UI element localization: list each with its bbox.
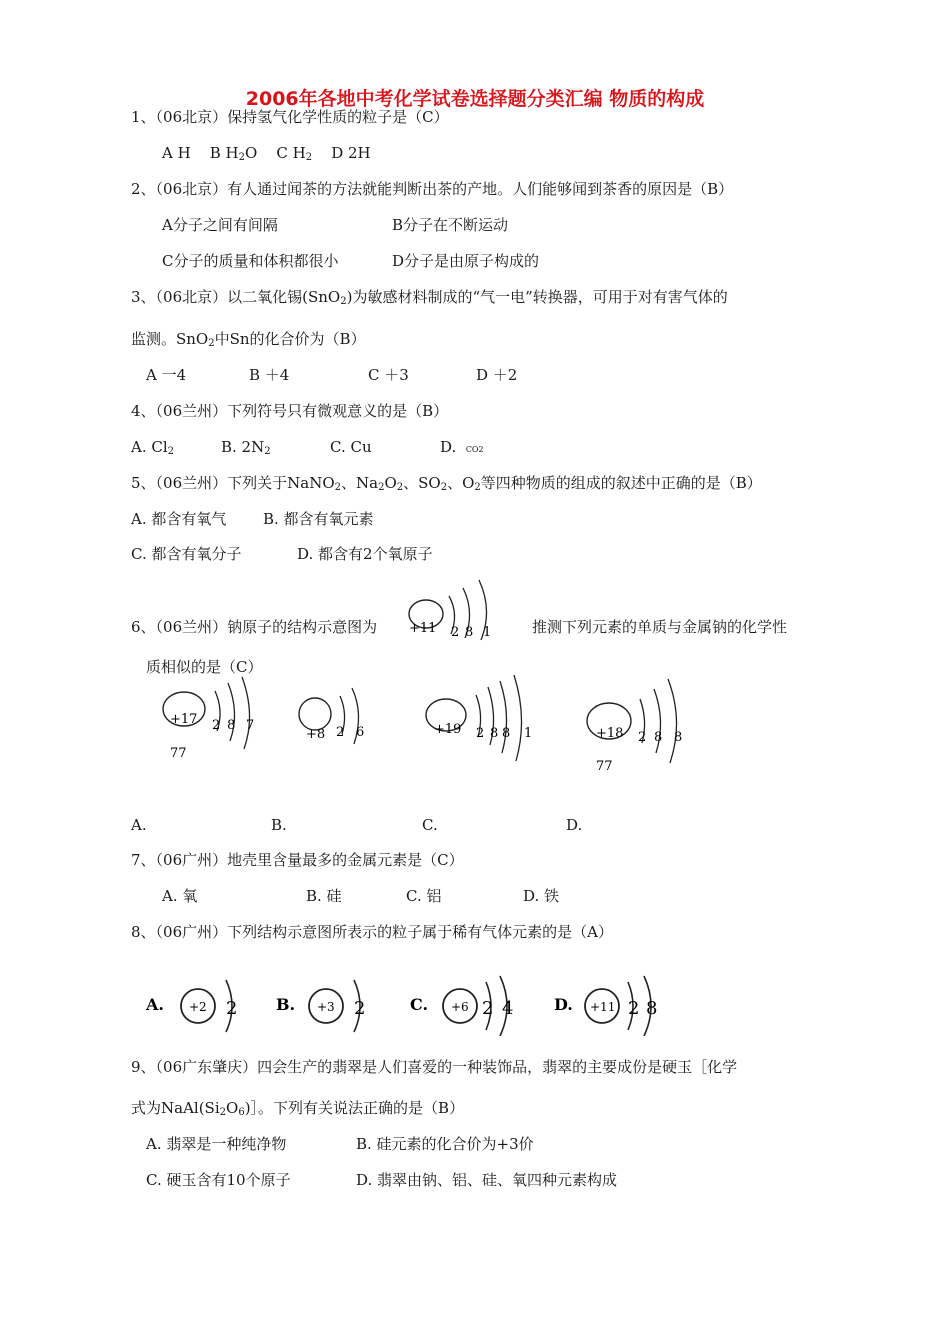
question-9-option-b: B. 硅元素的化合价为+3价 (356, 1135, 534, 1153)
shell-count: 2 (336, 725, 345, 740)
diagram-d (554, 976, 657, 1036)
question-3-option-b: B ＋4 (249, 366, 290, 384)
shell-count: 8 (646, 998, 658, 1019)
shell-count: 8 (674, 730, 683, 745)
question-6-stem-line2: 质相似的是（C） (146, 658, 263, 676)
nucleus-charge: +8 (306, 727, 326, 742)
shell-count: 8 (227, 718, 236, 733)
question-2-option-d: D分子是由原子构成的 (392, 252, 540, 270)
shell-count: 1 (483, 625, 492, 640)
nucleus-charge: +17 (170, 712, 198, 727)
diagram-label: A. (146, 995, 164, 1014)
nucleus-charge: +11 (409, 621, 437, 636)
question-7-option-d: D. 铁 (523, 887, 560, 905)
question-3-option-a: A 一4 (146, 366, 187, 384)
nucleus-charge: +2 (189, 1000, 207, 1014)
shell-count: 8 (465, 625, 474, 640)
shell-count: 2 (451, 625, 460, 640)
shell-count: 6 (356, 725, 365, 740)
question-7-option-b: B. 硅 (306, 887, 342, 905)
shell-count: 2 (476, 726, 485, 741)
question-2-option-c: C分子的质量和体积都很小 (162, 252, 339, 270)
sodium-structure-diagram (405, 574, 505, 642)
question-9-stem: 9、（06广东肇庆）四会生产的翡翠是人们喜爱的一种装饰品，翡翠的主要成份是硬玉［化学 (131, 1058, 738, 1076)
nucleus-charge: +19 (434, 722, 462, 737)
question-9-option-c: C. 硬玉含有10个原子 (146, 1171, 291, 1189)
question-5-option-c: C. 都含有氧分子 (131, 545, 242, 563)
question-7-option-a: A. 氧 (162, 887, 198, 905)
diagram-label: D. (554, 995, 573, 1014)
question-5-option-d: D. 都含有2个氧原子 (297, 545, 433, 563)
question-5-stem: 5、（06兰州）下列关于NaNO$_2$、$Na_2O_2$、$SO_2$、$O_2$等四种物质的组成的叙述中正确的是（B） (131, 474, 762, 493)
question-7-stem: 7、（06广州）地壳里含量最多的金属元素是（C） (131, 851, 464, 869)
question-4-option-a: A. $Cl_2$ (131, 438, 175, 457)
option-d-structure-diagram (584, 675, 704, 775)
diagram-extra-text: 77 (170, 746, 187, 761)
question-4-option-d: D. CO2 (440, 438, 484, 456)
question-5-option-b: B. 都含有氧元素 (263, 510, 374, 528)
question-6-stem-cont: 推测下列元素的单质与金属钠的化学性 (532, 618, 788, 636)
electron-shell-arc (500, 681, 507, 753)
question-6-stem: 6、（06兰州）钠原子的结构示意图为 (131, 618, 378, 636)
question-9-stem-line2: 式为$NaAl(Si_2O_6)]$。下列有关说法正确的是（B） (131, 1099, 465, 1118)
question-3-stem: 3、（06北京）以二氧化锡(SnO$_2$)为敏感材料制成的“气一电”转换器，可用于对有害气体的 (131, 288, 728, 307)
page-title: 2006年各地中考化学试卷选择题分类汇编 物质的构成 (245, 88, 705, 110)
question-3-option-c: C ＋3 (368, 366, 409, 384)
shell-count: 1 (524, 726, 533, 741)
question-4-stem: 4、（06兰州）下列符号只有微观意义的是（B） (131, 402, 449, 420)
diagram-b (276, 980, 365, 1032)
question-2-stem: 2、（06北京）有人通过闻茶的方法就能判断出茶的产地。人们能够闻到茶香的原因是（B） (131, 180, 734, 198)
question-8-stem: 8、（06广州）下列结构示意图所表示的粒子属于稀有气体元素的是（A） (131, 923, 613, 941)
question-6-label-b: B. (271, 816, 287, 834)
electron-shell-arc (668, 679, 677, 763)
question-4-option-c: C. Cu (330, 438, 372, 456)
shell-count: 2 (212, 718, 221, 733)
question-7-option-c: C. 铝 (406, 887, 442, 905)
question-6-label-c: C. (422, 816, 438, 834)
diagram-label: C. (410, 995, 429, 1014)
shell-count: 8 (502, 726, 511, 741)
option-b-structure-diagram (296, 686, 386, 756)
nucleus-charge: +6 (451, 1000, 469, 1014)
question-4-option-b: B. $2N_2$ (221, 438, 271, 457)
question-5-option-a: A. 都含有氧气 (131, 510, 227, 528)
nucleus-circle (299, 698, 331, 730)
question-2-option-a: A分子之间有间隔 (162, 216, 278, 234)
question-6-label-a: A. (131, 816, 147, 834)
shell-count: 2 (226, 998, 238, 1019)
shell-count: 7 (246, 718, 255, 733)
nucleus-charge: +18 (596, 726, 624, 741)
option-c-structure-diagram (424, 675, 544, 767)
shell-count: 4 (502, 998, 514, 1019)
diagram-c (410, 976, 513, 1036)
nucleus-charge: +11 (590, 1000, 616, 1014)
question-8-diagrams (140, 974, 680, 1036)
question-9-option-a: A. 翡翠是一种纯净物 (146, 1135, 287, 1153)
shell-count: 2 (628, 998, 640, 1019)
shell-count: 2 (482, 998, 494, 1019)
question-3-stem-line2: 监测。SnO$_2$中Sn的化合价为（B） (131, 330, 366, 349)
electron-shell-arc (242, 677, 250, 749)
question-3-option-d: D ＋2 (476, 366, 518, 384)
shell-count: 2 (354, 998, 366, 1019)
question-2-option-b: B分子在不断运动 (392, 216, 509, 234)
option-a-structure-diagram (160, 675, 270, 767)
question-1-stem: 1、（06北京）保持氢气化学性质的粒子是（C） (131, 108, 449, 126)
question-1-options: A H B $H_2O$ C $H_2$ D 2H (162, 144, 371, 163)
question-6-label-d: D. (566, 816, 583, 834)
diagram-label: B. (276, 995, 296, 1014)
diagram-extra-text: 77 (596, 759, 613, 774)
shell-count: 8 (654, 730, 663, 745)
nucleus-charge: +3 (317, 1000, 335, 1014)
electron-shell-arc (514, 675, 522, 761)
question-9-option-d: D. 翡翠由钠、铝、硅、氧四种元素构成 (356, 1171, 618, 1189)
shell-count: 2 (638, 730, 647, 745)
diagram-a (145, 980, 237, 1032)
shell-count: 8 (490, 726, 499, 741)
